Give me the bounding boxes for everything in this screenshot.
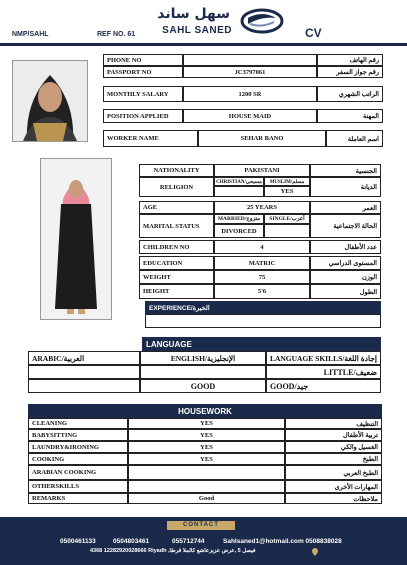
ref-left: NMP/SAHL bbox=[12, 31, 49, 38]
language-col-arabic: ARABIC/العربية bbox=[28, 351, 140, 365]
housework-arabic: الطبخ bbox=[285, 453, 382, 465]
fullbody-icon bbox=[41, 159, 111, 319]
age-arabic: العمر bbox=[310, 201, 381, 214]
worker-name-value: SEHAR BANO bbox=[198, 130, 326, 147]
position-arabic: المهنة bbox=[317, 109, 383, 123]
experience-body bbox=[145, 314, 381, 328]
children-value: 4 bbox=[214, 240, 310, 254]
housework-value: YES bbox=[128, 429, 285, 441]
education-label: EDUCATION bbox=[139, 256, 214, 270]
remarks-arabic: ملاحظات bbox=[285, 493, 382, 504]
passport-arabic: رقم جواز السفر bbox=[317, 66, 383, 78]
height-value: 5'6 bbox=[214, 284, 310, 299]
phone-arabic: رقم الهاتف bbox=[317, 54, 383, 66]
cv-title: CV bbox=[305, 26, 322, 40]
housework-arabic: التنظيف bbox=[285, 418, 382, 429]
housework-arabic: المهارات الأخرى bbox=[285, 480, 382, 493]
housework-value bbox=[128, 480, 285, 493]
logo bbox=[120, 6, 290, 40]
children-arabic: عدد الأطفال bbox=[310, 240, 381, 254]
ref-number: REF NO. 61 bbox=[97, 31, 136, 38]
footer-address: 4368 12282920028666 Riyadh ,فيصل 5 ,عرض عزيزعاشع كالملا قرطا bbox=[90, 548, 256, 554]
fullbody-photo bbox=[40, 158, 112, 320]
phone-value bbox=[183, 54, 317, 66]
header-divider bbox=[0, 43, 407, 46]
footer-phone-3: 055712744 bbox=[172, 538, 205, 545]
height-label: HEIGHT bbox=[139, 284, 214, 299]
weight-value: 75 bbox=[214, 270, 310, 284]
religion-empty bbox=[214, 186, 264, 197]
footer-phone-2: 0504803461 bbox=[113, 538, 150, 545]
religion-value: YES bbox=[264, 186, 310, 197]
remarks-value: Good bbox=[128, 493, 285, 504]
housework-value: YES bbox=[128, 453, 285, 465]
portrait-icon bbox=[13, 61, 87, 141]
passport-value: JC3797061 bbox=[183, 66, 317, 78]
marital-empty bbox=[264, 224, 310, 238]
language-col-english: ENGLISH/الإنجليزية bbox=[140, 351, 266, 365]
weight-arabic: الوزن bbox=[310, 270, 381, 284]
passport-label: PASSPORT NO bbox=[103, 66, 183, 78]
salary-arabic: الراتب الشهري bbox=[317, 86, 383, 102]
worker-name-label: WORKER NAME bbox=[103, 130, 198, 147]
housework-arabic: الطبخ العربي bbox=[285, 465, 382, 480]
experience-header: EXPERIENCE/الخبرة bbox=[145, 301, 381, 314]
nationality-value: PAKISTANI bbox=[214, 164, 310, 177]
logo-arabic: سهل ساند bbox=[157, 6, 230, 22]
worker-name-arabic: اسم العاملة bbox=[326, 130, 383, 147]
weight-label: WEIGHT bbox=[139, 270, 214, 284]
height-arabic: الطول bbox=[310, 284, 381, 299]
housework-value bbox=[128, 465, 285, 480]
housework-label: BABYSITTING bbox=[28, 429, 128, 441]
location-pin-icon bbox=[312, 548, 318, 556]
nationality-label: NATIONALITY bbox=[139, 164, 214, 177]
housework-label: CLEANING bbox=[28, 418, 128, 429]
nationality-arabic: الجنسية bbox=[310, 164, 381, 177]
housework-label: ARABIAN COOKING bbox=[28, 465, 128, 480]
age-value: 25 YEARS bbox=[214, 201, 310, 214]
housework-arabic: تربية الأطفال bbox=[285, 429, 382, 441]
housework-label: COOKING bbox=[28, 453, 128, 465]
children-label: CHILDREN NO bbox=[139, 240, 214, 254]
position-label: POSITION APPLIED bbox=[103, 109, 183, 123]
language-header: LANGUAGE bbox=[142, 337, 381, 351]
marital-option-married: MARRIED/متزوج bbox=[214, 214, 264, 224]
education-value: MATRIC bbox=[214, 256, 310, 270]
logo-english: SAHL SANED bbox=[162, 25, 232, 36]
footer bbox=[0, 517, 407, 565]
language-good-arabic bbox=[28, 379, 140, 393]
marital-arabic: الحالة الاجتماعية bbox=[310, 214, 381, 238]
housework-value: YES bbox=[128, 418, 285, 429]
religion-option-christian: CHRISTIAN/مسيحي bbox=[214, 177, 264, 186]
age-label: AGE bbox=[139, 201, 214, 214]
language-good-label: GOOD/جيد bbox=[266, 379, 381, 393]
housework-arabic: الغسيل والكي bbox=[285, 441, 382, 453]
education-arabic: المستوى الدراسي bbox=[310, 256, 381, 270]
housework-value: YES bbox=[128, 441, 285, 453]
marital-value: DIVORCED bbox=[214, 224, 264, 238]
religion-label: RELIGION bbox=[139, 177, 214, 197]
salary-value: 1200 SR bbox=[183, 86, 317, 102]
language-little-arabic bbox=[28, 365, 140, 379]
marital-label: MARITAL STATUS bbox=[139, 214, 214, 238]
portrait-photo bbox=[12, 60, 88, 142]
language-good-english: GOOD bbox=[140, 379, 266, 393]
phone-label: PHONE NO bbox=[103, 54, 183, 66]
salary-label: MONTHLY SALARY bbox=[103, 86, 183, 102]
religion-arabic: الديانة bbox=[310, 177, 381, 197]
language-little-english bbox=[140, 365, 266, 379]
footer-phone-1: 0500461133 bbox=[60, 538, 96, 545]
marital-option-single: SINGLE/أعزب bbox=[264, 214, 310, 224]
position-value: HOUSE MAID bbox=[183, 109, 317, 123]
language-col-skills: LANGUAGE SKILLS/إجادة اللغة bbox=[266, 351, 381, 365]
contact-badge: CONTACT bbox=[167, 521, 235, 530]
housework-label: LAUNDRY&IRONING bbox=[28, 441, 128, 453]
footer-email: Sahlsaned1@hotmail.com 0508838028 bbox=[223, 538, 342, 545]
language-little-label: LITTLE/ضعيف bbox=[266, 365, 381, 379]
housework-label: OTHERSKILLS bbox=[28, 480, 128, 493]
remarks-label: REMARKS bbox=[28, 493, 128, 504]
housework-header: HOUSEWORK bbox=[28, 404, 382, 418]
logo-emblem-icon bbox=[240, 8, 284, 34]
religion-option-muslim: MUSLIM/مسلم bbox=[264, 177, 310, 186]
